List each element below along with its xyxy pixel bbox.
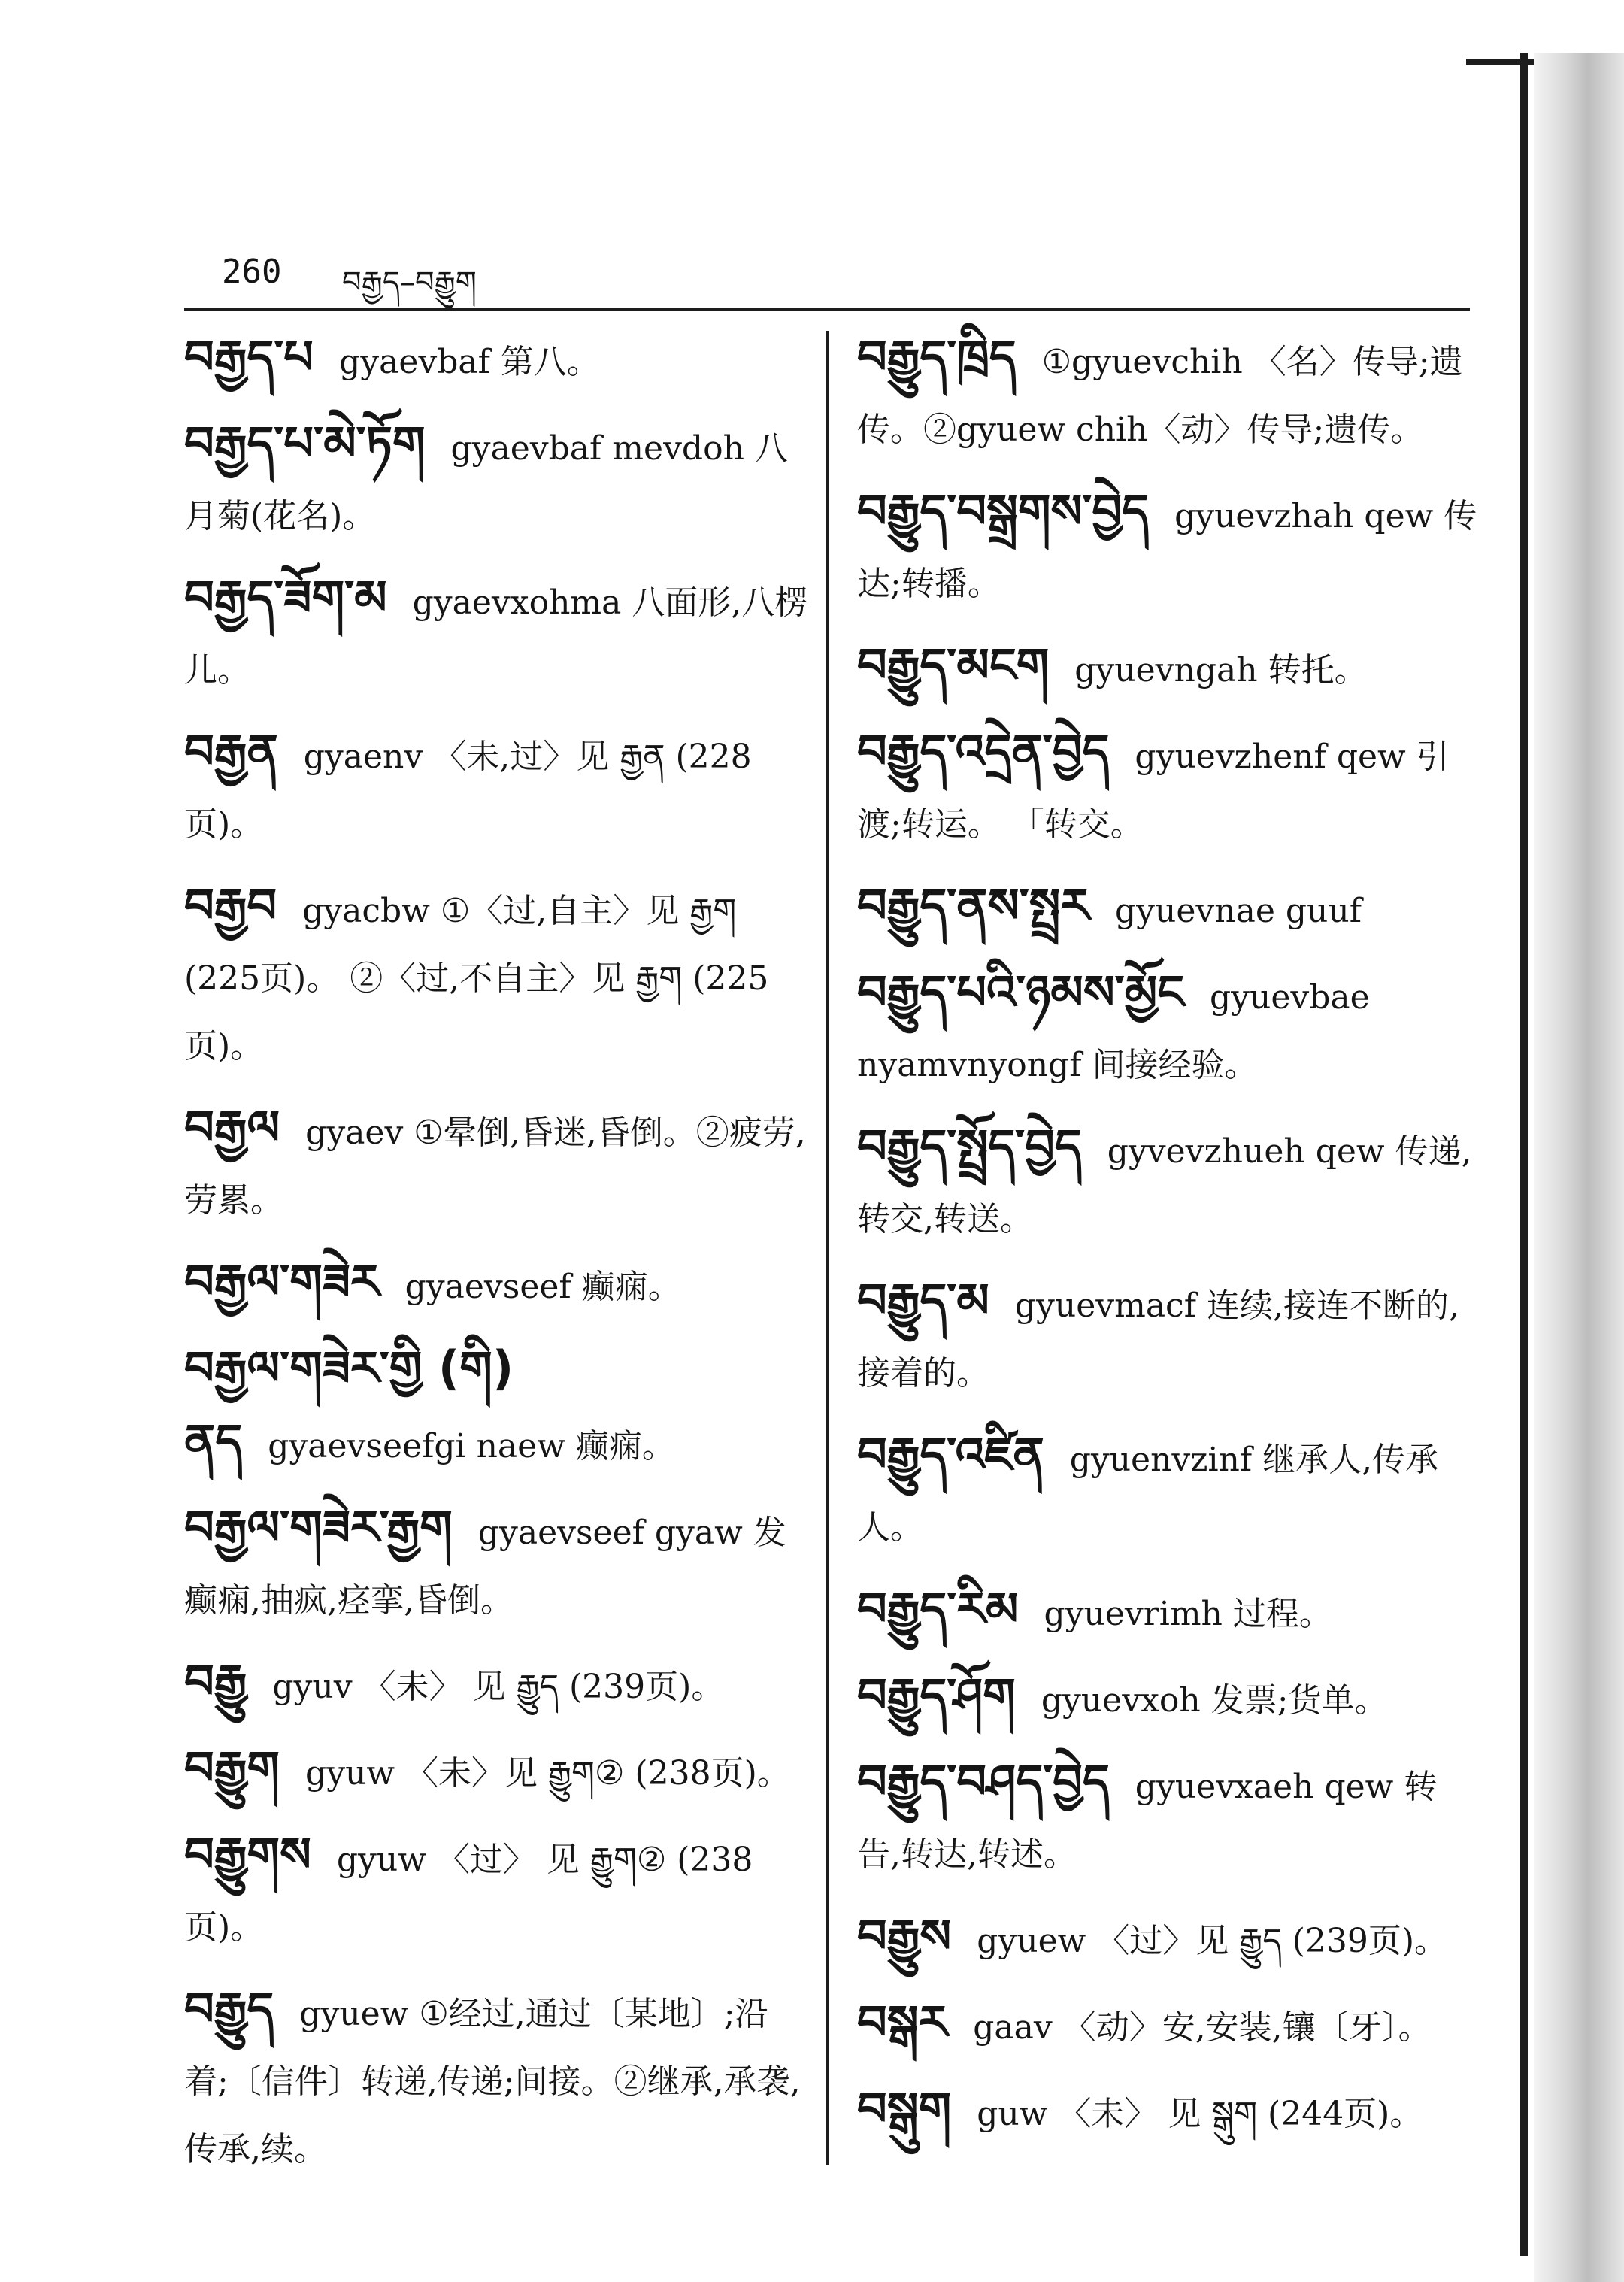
entry-definition: gyaevbaf mevdoh 八月菊(花名)。 (184, 429, 788, 535)
entry-definition: gyuew 〈过〉见 རྒྱུད (239页)。 (977, 1922, 1448, 1960)
entry-definition: gyaevseefgi naew 癫痫。 (268, 1427, 675, 1465)
dictionary-entry (857, 323, 1477, 464)
page-header (222, 248, 1477, 301)
entry-headword: བརྒྱུགས (184, 1827, 311, 1882)
entry-definition: gyuw 〈未〉见 རྒྱུག② (238页)。 (305, 1754, 790, 1793)
dictionary-entry (184, 718, 808, 859)
entry-headword: བརྒྱུ (184, 1654, 247, 1709)
entry-definition: gyuevxoh 发票;货单。 (1041, 1681, 1388, 1720)
entry-definition: gyaenv 〈未,过〉见 རྒྱན (228页)。 (184, 738, 752, 844)
entry-definition: gyaevxohma 八面形,八楞儿。 (184, 583, 808, 689)
dictionary-entry (857, 1748, 1477, 1889)
entry-definition: guw 〈未〉 见 སྒུག (244页)。 (977, 2095, 1423, 2133)
entry-definition: gyaevseef 癫痫。 (404, 1268, 681, 1306)
dictionary-entry (857, 1662, 1477, 1735)
entry-definition: ①gyuevchih 〈名〉传导;遗传。②gyuew chih〈动〉传导;遗传。 (857, 343, 1463, 449)
entry-headword: བརྒྱུད་ནས་སྤྲར (857, 878, 1090, 933)
dictionary-entry (184, 1248, 808, 1321)
entry-definition: gyuevzhah qew 传达;转播。 (857, 497, 1477, 603)
dictionary-entry (857, 477, 1477, 618)
entry-headword: བརྒྱུད་བཤད་བྱེད (857, 1754, 1110, 1809)
dictionary-entry (857, 2075, 1477, 2148)
dictionary-entry (184, 1975, 808, 2184)
dictionary-entry (857, 1575, 1477, 1648)
entry-headword: བརྒྱད་པ (184, 329, 314, 384)
dictionary-entry (857, 1902, 1477, 1975)
dictionary-entry (184, 410, 808, 550)
dictionary-entry (857, 718, 1477, 859)
entry-headword: བརྒྱུག (184, 1741, 280, 1796)
entry-headword: བརྒྱུད་པའི་ཉམས་མྱོང (857, 965, 1184, 1020)
entry-headword: བརྒྱུས (857, 1908, 952, 1963)
entry-definition: gyaev ①晕倒,昏迷,昏倒。②疲劳,劳累。 (184, 1114, 806, 1220)
entry-definition: gyuevbae nyamvnyongf 间接经验。 (857, 978, 1370, 1084)
dictionary-entry (184, 1494, 808, 1635)
entry-headword: བརྒྱད་པ་མེ་ཏོག (184, 416, 426, 471)
dictionary-entry (857, 1989, 1477, 2062)
entry-headword: བརྒྱུད་སྤྲོད་བྱེད (857, 1119, 1082, 1174)
entry-definition: gyaevbaf 第八。 (339, 343, 600, 381)
dictionary-entry (857, 632, 1477, 705)
header-rule (184, 308, 1470, 311)
left-column (184, 323, 808, 2197)
entry-headword: བརྒྱུད་མ (857, 1273, 989, 1328)
page-edge-shadow (1534, 53, 1624, 2282)
entry-headword: བརྒྱུད (184, 1981, 274, 2036)
entry-headword: བརྒྱད་ཟོག་མ (184, 570, 387, 625)
entry-definition: gaav 〈动〉安,安装,镶〔牙〕。 (973, 2008, 1432, 2047)
dictionary-entry (857, 1267, 1477, 1408)
entry-definition: gyuevrimh 过程。 (1044, 1595, 1332, 1633)
entry-headword: བརྒྱལ་གཟེར (184, 1254, 380, 1309)
entry-definition: gyuew ①经过,通过〔某地〕;沿着;〔信件〕转递,传递;间接。②继承,承袭,传承,续。 (184, 1995, 801, 2168)
entry-definition: gyuevzhenf qew 引渡;转运。 「转交。 (857, 738, 1450, 844)
entry-definition: gyuenvzinf 继承人,传承人。 (857, 1441, 1439, 1547)
entry-headword: བརྒྱུད་འཛིན (857, 1427, 1044, 1482)
binding-edge-cap (1466, 59, 1534, 65)
entry-definition: gyacbw ①〈过,自主〉见 རྒྱག (225页)。 ②〈过,不自主〉见 རྒྱག (225页)。 (184, 892, 769, 1065)
dictionary-entry (184, 1735, 808, 1808)
entry-headword: བརྒྱུད་རིམ (857, 1581, 1019, 1636)
entry-definition: gyuw 〈过〉 见 རྒྱུག② (238页)。 (184, 1841, 753, 1947)
entry-headword: བརྒྱལ་གཟེར་གྱི (གི) ནད (184, 1341, 514, 1468)
entry-headword: བརྒྱན (184, 724, 278, 779)
entry-headword: བརྒྱུད་ཤོག (857, 1668, 1016, 1723)
dictionary-entry (184, 1648, 808, 1721)
dictionary-entry (857, 872, 1477, 945)
entry-definition: gyuevxaeh qew 转告,转达,转述。 (857, 1768, 1438, 1874)
dictionary-entry (857, 1421, 1477, 1562)
entry-headword: བརྒྱུད་འདྲེན་བྱེད (857, 724, 1110, 779)
entry-definition: gyuevngah 转托。 (1074, 651, 1368, 689)
page-number: 260 (222, 253, 282, 291)
dictionary-entry (184, 1821, 808, 1962)
entry-headword: བརྒྱུད་བསྒྲགས་བྱེད (857, 483, 1150, 538)
entry-definition: gyuevnae guuf (1115, 892, 1362, 930)
binding-edge-line (1520, 53, 1528, 2256)
entry-definition: gyaevseef gyaw 发癫痫,抽疯,痉挛,昏倒。 (184, 1514, 786, 1620)
right-column (857, 323, 1477, 2162)
dictionary-entry (184, 564, 808, 705)
dictionary-entry (857, 1113, 1477, 1253)
entry-headword: བརྒྱུད་ཁྲིད (857, 329, 1017, 384)
column-divider (826, 331, 829, 2165)
entry-headword: བརྒྱལ་གཟེར་རྒྱག (184, 1500, 453, 1555)
entry-definition: gyvevzhueh qew 传递,转交,转送。 (857, 1132, 1472, 1238)
entry-headword: བརྒྱབ (184, 878, 277, 933)
entry-definition: gyuevmacf 连续,接连不断的,接着的。 (857, 1286, 1459, 1393)
entry-headword: བརྒྱུད་མངག (857, 638, 1050, 692)
dictionary-entry (184, 872, 808, 1080)
dictionary-entry (184, 323, 808, 396)
entry-headword: བསྒར (857, 1995, 948, 2050)
entry-headword: བསྒུག (857, 2081, 952, 2136)
dictionary-entry (857, 959, 1477, 1099)
dictionary-entry (184, 1335, 808, 1480)
entry-definition: gyuv 〈未〉 见 རྒྱུད (239页)。 (272, 1668, 725, 1706)
entry-headword: བརྒྱལ (184, 1100, 280, 1155)
running-head: བརྒྱད–བརྒྱུག (342, 265, 477, 300)
dictionary-entry (184, 1094, 808, 1235)
